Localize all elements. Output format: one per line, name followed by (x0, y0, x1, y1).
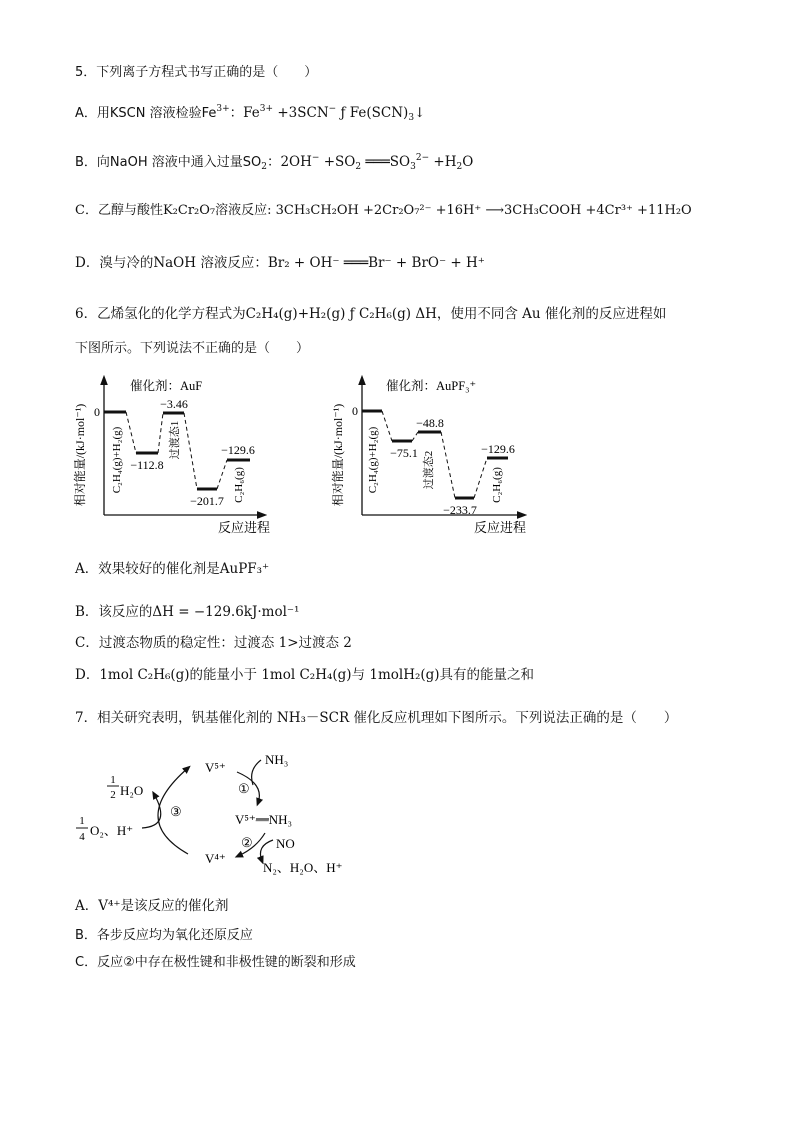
nh3-label: NH₃ (265, 752, 289, 767)
transition-state-label: 过渡态2 (423, 450, 435, 490)
reactant-label: C₂H₄(g)+H₂(g) (111, 426, 123, 494)
q5-option-a: A．用KSCN 溶液检验$Fe^{3+}$：$Fe^{3+} +3SCN^-$ ƒ $Fe(SCN)_3↓$ (75, 104, 426, 123)
level-4-label: −129.6 (221, 443, 255, 457)
q7-option-c: C．反应②中存在极性键和非极性键的断裂和形成 (75, 955, 356, 970)
q6-option-d: D．1mol C₂H₆(g)的能量小于 1mol C₂H₄(g)与 1molH₂(g)具有的能量之和 (75, 667, 535, 683)
level-2-label: −3.46 (160, 397, 188, 411)
products-label: N₂、H₂O、H⁺ (263, 860, 343, 875)
step-2-label: ② (241, 835, 253, 850)
chart-title: 催化剂：AuPF₃⁺ (386, 379, 477, 393)
transition-state-label: 过渡态1 (169, 420, 181, 460)
y-axis-label: 相对能量/(kJ·mol⁻¹) (73, 403, 87, 507)
q5-stem: 5．下列离子方程式书写正确的是（ ） (75, 65, 318, 80)
product-label: C₂H₆(g) (233, 467, 245, 503)
product-label: C₂H₆(g) (491, 467, 503, 503)
half-numerator: 1 (110, 774, 116, 786)
level-3-label: −233.7 (443, 503, 477, 517)
v5-nh3-label: V⁵⁺—NH₃ (235, 812, 293, 827)
scr-mechanism-diagram (70, 740, 370, 885)
q7-option-b: B．各步反应均为氧化还原反应 (75, 928, 253, 943)
energy-chart-auf (70, 370, 280, 540)
q6-option-a: A．效果较好的催化剂是AuPF₃⁺ (75, 561, 270, 577)
half-denominator: 2 (110, 789, 116, 801)
q5-option-b: B．向NaOH 溶液中通入过量$SO_2$：$2OH^- +SO_2$ $═══SO_3^{2-} +H_2O$ (75, 153, 474, 172)
x-axis-label: 反应进程 (473, 520, 526, 535)
chart-title: 催化剂：AuF (130, 379, 203, 393)
level-0-label: 0 (94, 405, 100, 419)
o2-h-label: O₂、H⁺ (90, 823, 134, 838)
h2o-label: H₂O (120, 783, 144, 798)
level-1-label: −112.8 (130, 458, 164, 472)
q5-option-c: C．乙醇与酸性K₂Cr₂O₇溶液反应: 3CH₃CH₂OH +2Cr₂O₇²⁻ +16H⁺ ⟶3CH₃COOH +4Cr³⁺ +11H₂O (75, 203, 692, 218)
level-1-label: −75.1 (390, 446, 418, 460)
reactant-label: C₂H₄(g)+H₂(g) (367, 426, 379, 494)
quarter-numerator: 1 (79, 815, 85, 827)
q6-option-c: C．过渡态物质的稳定性：过渡态 1>过渡态 2 (75, 635, 352, 651)
level-0-label: 0 (352, 404, 358, 418)
v5-label: V⁵⁺ (205, 760, 226, 775)
q6-option-b: B．该反应的ΔH = −129.6kJ·mol⁻¹ (75, 604, 300, 620)
x-axis-label: 反应进程 (217, 520, 270, 535)
q5-option-d: D．溴与冷的NaOH 溶液反应：Br₂ + OH⁻ ═══Br⁻ + BrO⁻ + H⁺ (75, 255, 485, 271)
q7-stem: 7．相关研究表明，钒基催化剂的 NH₃－SCR 催化反应机理如下图所示。下列说法正确的是（ ） (75, 710, 678, 726)
q6-stem-line2: 下图所示。下列说法不正确的是（ ） (75, 341, 310, 356)
quarter-denominator: 4 (79, 831, 85, 843)
level-3-label: −201.7 (190, 494, 224, 508)
step-1-label: ① (238, 781, 250, 796)
q6-stem-line1: 6．乙烯氢化的化学方程式为C₂H₄(g)+H₂(g) ƒ C₂H₆(g) ΔH，使用不同含 Au 催化剂的反应进程如 (75, 306, 667, 322)
q7-option-a: A．V⁴⁺是该反应的催化剂 (75, 898, 229, 914)
step-3-label: ③ (170, 804, 182, 819)
y-axis-label: 相对能量/(kJ·mol⁻¹) (331, 403, 345, 507)
level-2-label: −48.8 (416, 416, 444, 430)
v4-label: V⁴⁺ (205, 851, 226, 866)
no-label: NO (276, 836, 295, 851)
energy-chart-aupf3 (330, 370, 540, 540)
level-4-label: −129.6 (481, 442, 515, 456)
